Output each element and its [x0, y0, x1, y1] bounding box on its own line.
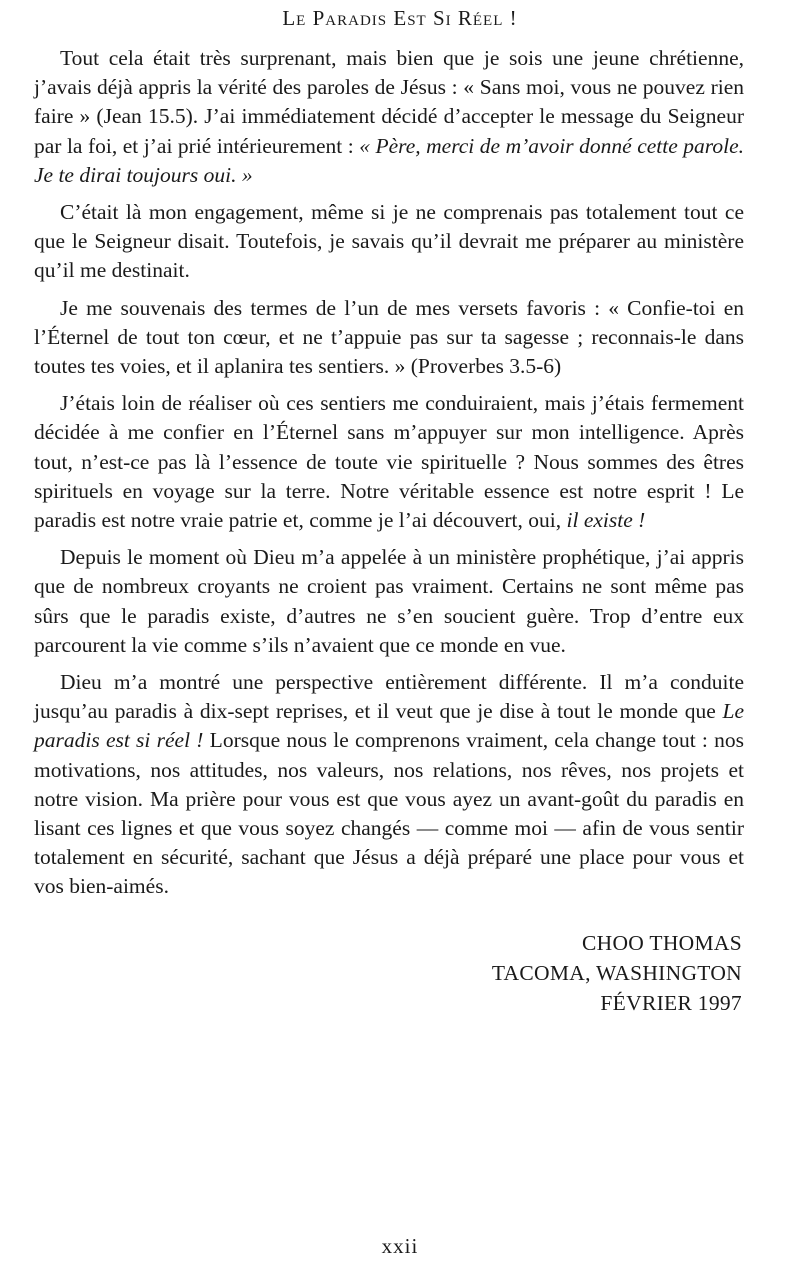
paragraph-3 — [34, 294, 744, 382]
paragraph-1-text: Tout cela était très surprenant, mais bien que je sois une jeune chrétienne, j’avais déjà appris la vérité des paroles de Jésus : « Sans moi, vous ne pouvez rien faire » (Jean 15.5). J’ai immédiatement décidé d’accepter le message du Seigneur par la foi, et j’ai prié intérieurement : — [34, 46, 744, 158]
paragraph-5 — [34, 543, 744, 660]
paragraph-6-text: Dieu m’a montré une perspective entièrement différente. Il m’a conduite jusqu’au paradis à dix-sept reprises, et il veut que je dise à tout le monde que — [34, 670, 744, 724]
paragraph-4-emphasis: il existe ! — [566, 508, 646, 533]
running-head: Le Paradis Est Si Réel ! — [282, 6, 518, 30]
paragraph-3-text: Je me souvenais des termes de l’un de mes versets favoris : « Confie-toi en l’Éternel de tout ton cœur, et ne t’appuie pas sur ta sagesse ; reconnais-le dans toutes tes voies, et il aplanira tes sentiers. » (Proverbes 3.5-6) — [34, 295, 744, 379]
paragraph-6-book-title: Le paradis est si réel ! — [34, 699, 744, 753]
signature-block — [492, 928, 742, 1018]
paragraph-6-text-end: Lorsque nous le comprenons vraiment, cela change tout : nos motivations, nos attitudes, nos valeurs, nos relations, nos rêves, nos projets et notre vision. Ma prière pour vous est que vous ayez un avant-goût du paradis en lisant ces lignes et que vous soyez changés — comme moi — afin de vous sentir totalement en sécurité, sachant que Jésus a déjà préparé une place pour vous et vos bien-aimés. — [34, 728, 744, 899]
paragraph-1 — [34, 44, 744, 190]
paragraph-1-prayer-quote: « Père, merci de m’avoir donné cette parole. Je te dirai toujours oui. » — [34, 133, 744, 187]
page-number: xxii — [381, 1234, 419, 1258]
paragraph-2 — [34, 198, 744, 286]
body-text — [34, 44, 744, 910]
paragraph-6 — [34, 668, 744, 902]
paragraph-4 — [34, 389, 744, 535]
paragraph-2-text: C’était là mon engagement, même si je ne comprenais pas totalement tout ce que le Seigneur disait. Toutefois, je savais qu’il devrait me préparer au ministère qu’il me destinait. — [34, 200, 744, 283]
paragraph-5-text: Depuis le moment où Dieu m’a appelée à un ministère prophétique, j’ai appris que de nombreux croyants ne croient pas vraiment. Certains ne sont même pas sûrs que le paradis existe, d’autres ne s’en soucient guère. Trop d’entre eux parcourent la vie comme s’ils n’avaient que ce monde en vue. — [34, 545, 744, 657]
author-name: CHOO THOMAS — [582, 931, 742, 955]
author-date: FÉVRIER 1997 — [600, 991, 742, 1015]
author-place: TACOMA, WASHINGTON — [491, 961, 742, 985]
paragraph-4-text: J’étais loin de réaliser où ces sentiers me conduiraient, mais j’étais fermement décidée à me confier en l’Éternel sans m’appuyer sur mon intelligence. Après tout, n’est-ce pas là l’essence de toute vie spirituelle ? Nous sommes des êtres spirituels en voyage sur la terre. Notre véritable essence est notre esprit ! Le paradis est notre vraie patrie et, comme je l’ai découvert, oui, — [34, 391, 744, 533]
